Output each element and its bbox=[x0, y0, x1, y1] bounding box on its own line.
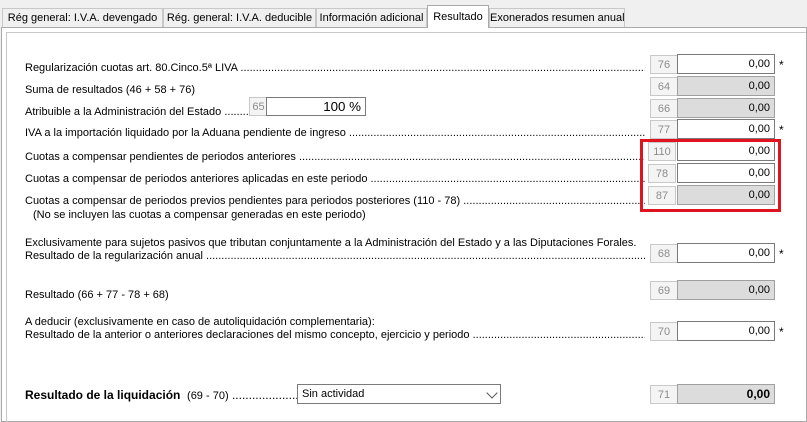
label-cuotas-pendientes: Cuotas a compensar pendientes de periodos anteriores ..... bbox=[25, 151, 645, 163]
label-liquidacion bbox=[25, 388, 300, 402]
label-resultado: Resultado (66 + 77 - 78 + 68) bbox=[25, 289, 169, 301]
input-casilla-78[interactable] bbox=[677, 163, 775, 183]
label-liquidacion-title: Resultado de la liquidación bbox=[25, 388, 181, 402]
box-code-65: 65 bbox=[249, 97, 268, 116]
box-code-87: 87 bbox=[648, 186, 676, 205]
tab-iva-deducible[interactable]: Rég. general: I.V.A. deducible bbox=[163, 8, 316, 27]
label-a-deducir: Resultado de la anterior o anteriores declaraciones del mismo concepto, ejercicio y periodo ..... bbox=[25, 329, 645, 341]
note-cuotas-posteriores: (No se incluyen las cuotas a compensar generadas en este periodo) bbox=[33, 209, 366, 221]
required-mark-76: * bbox=[779, 58, 784, 72]
label-cuotas-aplicadas: Cuotas a compensar de periodos anteriores aplicadas en este periodo ..... bbox=[25, 173, 645, 185]
box-code-70: 70 bbox=[650, 322, 678, 341]
required-mark-70: * bbox=[779, 325, 784, 339]
required-mark-77: * bbox=[779, 123, 784, 137]
input-porcentaje-65[interactable] bbox=[266, 97, 366, 116]
label-cuotas-posteriores: Cuotas a compensar de periodos previos pendientes para periodos posteriores (110 - 78) ..... bbox=[25, 195, 645, 207]
input-casilla-76[interactable] bbox=[677, 54, 775, 74]
value-casilla-71: 0,00 bbox=[677, 384, 775, 404]
value-casilla-69: 0,00 bbox=[677, 280, 775, 300]
select-actividad[interactable] bbox=[297, 384, 501, 404]
box-code-68: 68 bbox=[650, 244, 678, 263]
input-casilla-77[interactable] bbox=[677, 119, 775, 139]
box-code-71: 71 bbox=[650, 385, 678, 404]
label-suma: Suma de resultados (46 + 58 + 76) bbox=[25, 84, 195, 96]
tab-bar bbox=[0, 0, 807, 28]
box-code-77: 77 bbox=[650, 120, 678, 139]
chevron-down-icon bbox=[486, 387, 497, 398]
label-iva-importacion: IVA a la importación liquidado por la Aduana pendiente de ingreso ..... bbox=[25, 127, 645, 139]
tab-informacion-adicional[interactable]: Información adicional bbox=[316, 8, 427, 27]
required-mark-68: * bbox=[779, 247, 784, 261]
value-casilla-66: 0,00 bbox=[677, 98, 775, 118]
label-a-deducir-info: A deducir (exclusivamente en caso de autoliquidación complementaria): bbox=[25, 316, 375, 328]
label-regularizacion-anual: Resultado de la regularización anual ..... bbox=[25, 250, 645, 262]
input-casilla-110[interactable] bbox=[677, 141, 775, 161]
box-code-110: 110 bbox=[648, 142, 676, 161]
box-code-69: 69 bbox=[650, 281, 678, 300]
label-atribuible: Atribuible a la Administración del Estado ..... bbox=[25, 106, 250, 118]
select-actividad-value: Sin actividad bbox=[302, 388, 365, 400]
label-regularizacion: Regularización cuotas art. 80.Cinco.5ª LIVA ..... bbox=[25, 62, 645, 74]
box-code-64: 64 bbox=[650, 77, 678, 96]
box-code-66: 66 bbox=[650, 99, 678, 118]
box-code-78: 78 bbox=[648, 164, 676, 183]
label-liquidacion-formula: (69 - 70) bbox=[187, 390, 229, 402]
input-casilla-70[interactable] bbox=[677, 321, 775, 341]
tab-resultado[interactable]: Resultado bbox=[427, 5, 489, 28]
input-casilla-68[interactable] bbox=[677, 243, 775, 263]
label-regularizacion-anual-info: Exclusivamente para sujetos pasivos que tributan conjuntamente a la Administración del Estado y a las Diputaciones Forales. bbox=[25, 237, 637, 249]
box-code-76: 76 bbox=[650, 55, 678, 74]
value-casilla-87: 0,00 bbox=[677, 185, 775, 205]
tab-exonerados-resumen[interactable]: Exonerados resumen anual bbox=[489, 8, 625, 27]
tab-iva-devengado[interactable]: Rég general: I.V.A. devengado bbox=[2, 8, 163, 27]
value-casilla-64: 0,00 bbox=[677, 76, 775, 96]
